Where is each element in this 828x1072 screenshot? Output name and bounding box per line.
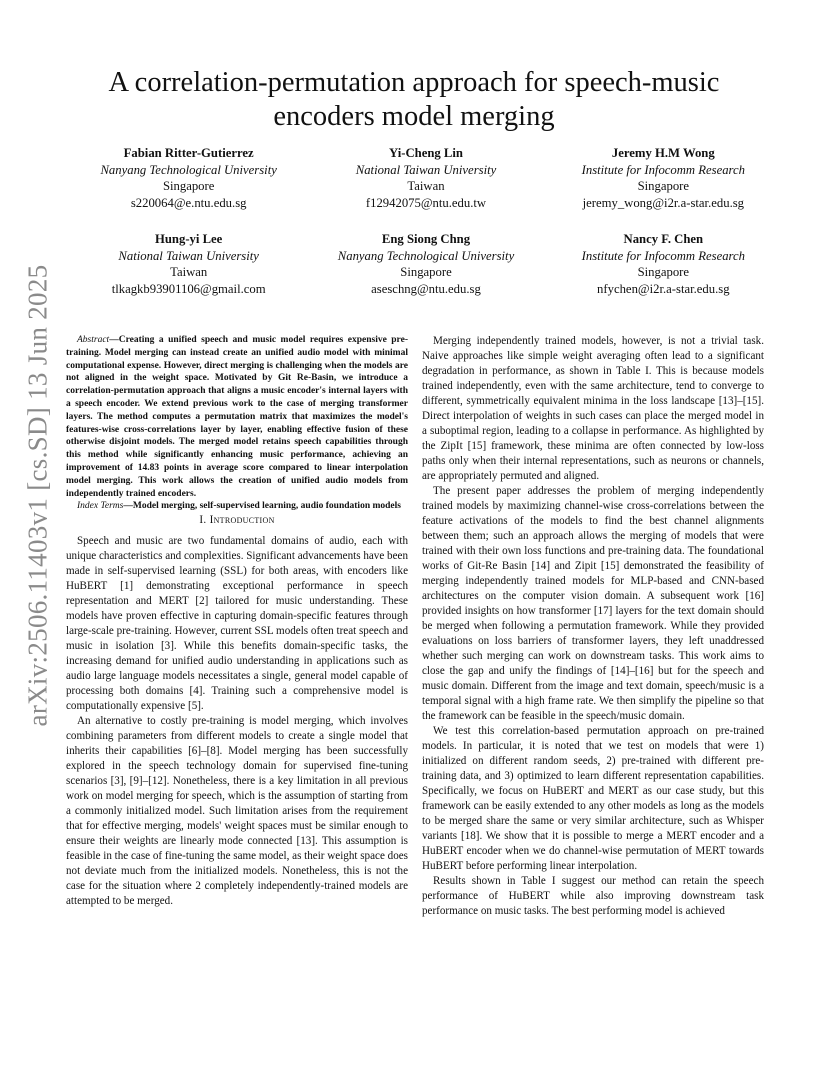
author-country: Singapore <box>637 265 690 279</box>
author-country: Taiwan <box>170 265 208 279</box>
author-name: Fabian Ritter-Gutierrez <box>123 146 254 160</box>
abstract-text: —Creating a unified speech and music model requires expensive pre-training. Model merging can instead create an unified audio model with minimal computational expense. However, direct merging is challenging when the models are not aligned in the weight space. Motivated by Git Re-Basin, we introduce a correlation-permutation approach that aligns a music encoder's internal layers with a speech encoder. We extend previous work to the case of merging transformer layers. The method computes a permutation matrix that maximizes the model's features-wise cross-correlations layer by layer, enabling effective fusion of these otherwise disjoint models. The merged model retains speech capabilities through this method while significantly enhancing music performance, achieving an improvement of 14.83 points in average score compared to linear interpolation model merging. This work allows the creation of unified audio models from independently trained encoders. <box>66 335 408 499</box>
section-heading-introduction <box>66 513 408 528</box>
section-title: Introduction <box>209 514 275 527</box>
author-1 <box>70 145 307 211</box>
author-country: Singapore <box>400 265 452 279</box>
arxiv-identifier-text: arXiv:2506.11403v1 [cs.SD] 13 Jun 2025 <box>22 264 53 726</box>
author-email: jeremy_wong@i2r.a-star.edu.sg <box>582 195 745 210</box>
author-email: aseschng@ntu.edu.sg <box>371 281 481 296</box>
paragraph: The present paper addresses the problem of merging independently trained models by maximizing channel-wise cross-correlations between the feature activations of the models to find the best channel alignments between them; such an approach allows the merging of models that were trained with their own loss functions and pre-training data. The foundational works of Git-Re Basin [14] and Zipit [15] demonstrated the feasibility of merging independently trained models for MLP-based and CNN-based architectures on the computer vision domain. A subsequent work [16] provided insights on how transformer [17] layers for the text domain should be merged when following a permutation framework. While they provided evaluations on loss barriers of transformer layers, they left unaddressed whether such merging can work on downstream tasks. This work aims to close the gap and unify the findings of [14]–[16] but for the speech and music domain. Different from the image and text domain, speech/music is a temporal signal with a high frame rate. We then simplify the pipeline so that the framework can be feasible in the speech/music domain. <box>422 485 764 722</box>
author-row-2 <box>70 231 782 297</box>
author-email: s220064@e.ntu.edu.sg <box>130 195 247 210</box>
index-terms-text: —Model merging, self-supervised learning, audio foundation models <box>123 501 401 512</box>
author-row-1 <box>70 145 782 211</box>
author-5 <box>307 231 544 297</box>
author-email: tlkagkb93901106@gmail.com <box>111 281 266 296</box>
arxiv-identifier <box>8 264 68 726</box>
paragraph: An alternative to costly pre-training is model merging, which involves combining parameters from different models to create a single model that inherits their capabilities [6]–[8]. Model merging has been successfully explored in the speech technology domain for supervised fine-tuning scenarios [3], [9]–[12]. Nonetheless, there is a key limitation in all previous work on model merging for speech, which is the assumption of starting from a commonly initialized model. Such limitation arises from the requirement that for effective merging, models' weight spaces must be similar enough to ensure their weights are linearly mode connected [13]. This assumption is feasible in the case of fine-tuning the same model, as their weight space does not deviate much from the initialized models. Nonetheless, this is not the case for the situation where 2 completely independently-trained models are attempted to be merged. <box>66 715 408 908</box>
author-name: Hung-yi Lee <box>155 232 223 246</box>
author-affiliation: National Taiwan University <box>118 248 259 263</box>
paragraph: We test this correlation-based permutation approach on pre-trained models. In particular, it is noted that we test on models that were 1) initialized on different random seeds, 2) pre-trained with different pre-training data, and 3) optimized to learn different representation capabilities. Specifically, we focus on HuBERT and MERT as our case study, but this framework can be easily extended to any other models as long as the models to be merged share the same or very similar architecture, such as Whisper variants [18]. We show that it is possible to merge a MERT encoder and a HuBERT encoder when we do channel-wise permutation of MERT towards HuBERT before performing linear interpolation. <box>422 725 764 872</box>
author-block <box>70 145 782 297</box>
author-name: Nancy F. Chen <box>623 232 704 246</box>
index-terms-lead: Index Terms <box>77 501 124 512</box>
author-2 <box>307 145 544 211</box>
author-6 <box>545 231 782 297</box>
author-country: Taiwan <box>407 179 445 193</box>
author-affiliation: Institute for Infocomm Research <box>581 248 746 263</box>
paper-title: A correlation-permutation approach for speech-music encoders model merging <box>108 67 720 132</box>
abstract <box>66 334 408 500</box>
author-affiliation: Nanyang Technological University <box>337 248 515 263</box>
abstract-lead: Abstract <box>77 335 110 345</box>
author-email: nfychen@i2r.a-star.edu.sg <box>597 281 730 296</box>
paragraph: Speech and music are two fundamental domains of audio, each with unique characteristics and complexities. Significant advancements have been made in self-supervised learning (SSL) for both areas, with encoders like HuBERT [1] demonstrating exceptional performance in speech representation and MERT [2] tailored for music understanding. These models have proven effective in capturing domain-specific features through large-scale pre-training. However, current SSL models often treat speech and music in isolation [3]. While this benefits domain-specific tasks, the increasing demand for unified audio understanding in applications such as audio large language models necessitates a single, general model capable of processing both domains [4]. Training such a comprehensive model is computationally expensive [5]. <box>66 535 408 713</box>
author-name: Yi-Cheng Lin <box>389 146 463 160</box>
index-terms <box>66 500 408 513</box>
author-affiliation: National Taiwan University <box>355 162 497 177</box>
author-country: Singapore <box>162 179 215 193</box>
author-affiliation: Nanyang Technological University <box>100 162 277 177</box>
author-name: Jeremy H.M Wong <box>611 146 715 160</box>
author-email: f12942075@ntu.edu.tw <box>365 195 487 210</box>
author-3 <box>545 145 782 211</box>
paragraph: Merging independently trained models, however, is not a trivial task. Naive approaches like simple weight averaging often lead to a significant degradation in performance, as shown in Table I. This is because models trained independently, even with the same architecture, tend to converge to different, symmetrically equivalent minima in the loss landscape [13]–[15]. Direct interpolation of weights in such cases can place the merged model in a suboptimal region, leading to a collapse in performance. As highlighted by the ZipIt [15] framework, these minima are often connected by low-loss paths only when their internal representations, such as neurons or channels, are appropriately permuted and aligned. <box>422 335 764 482</box>
paragraph: Results shown in Table I suggest our method can retain the speech performance of HuBERT while also improving downstream task performance on music tasks. The best performing model is achieved <box>422 875 764 917</box>
author-name: Eng Siong Chng <box>381 232 471 246</box>
author-country: Singapore <box>637 179 690 193</box>
author-affiliation: Institute for Infocomm Research <box>581 162 746 177</box>
right-column <box>422 334 764 919</box>
section-number: I. <box>199 514 207 527</box>
author-4 <box>70 231 307 297</box>
left-column <box>66 334 408 909</box>
